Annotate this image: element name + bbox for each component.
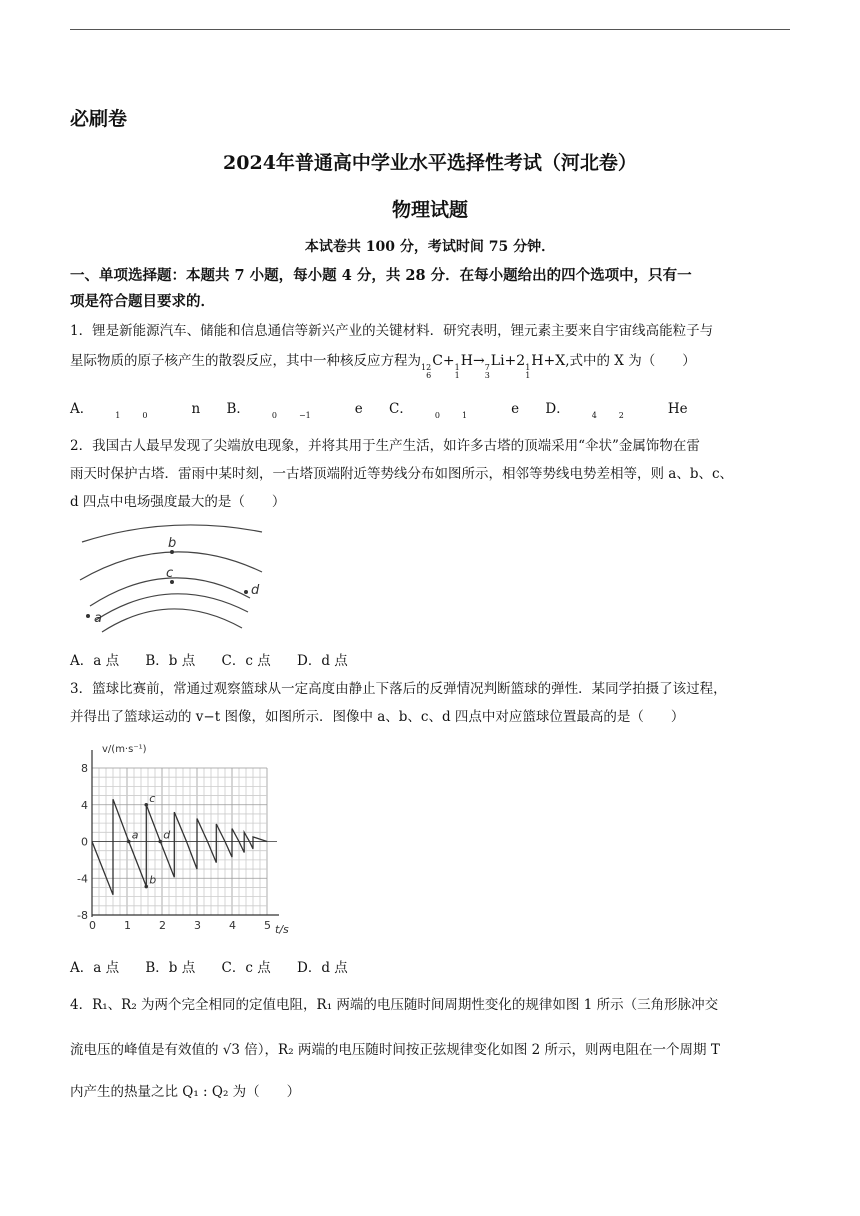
equipotential-line-3 <box>90 578 250 606</box>
x-tick-label: 2 <box>159 919 166 932</box>
y-tick-label: 8 <box>81 762 88 775</box>
label-a: a <box>94 611 102 626</box>
q1-option-a[interactable]: A． 1 0 n <box>70 401 201 420</box>
y-tick-label: -8 <box>77 909 88 922</box>
point-b-dot <box>144 885 148 889</box>
q2-option-c[interactable]: C．c 点 <box>221 653 271 669</box>
q2-option-d[interactable]: D．d 点 <box>297 653 348 669</box>
q2-stem-line2: 雨天时保护古塔．雷雨中某时刻，一古塔顶端附近等势线分布如图所示，相邻等势线电势差相等，则 a、b、c、 <box>70 466 734 482</box>
header-rule <box>70 29 790 30</box>
header-tag: 必刷卷 <box>70 108 128 130</box>
q2-option-a[interactable]: A．a 点 <box>70 653 120 669</box>
q1-equation: 12 6 C+ 1 1 H→ 7 3 Li+2 1 1 H+X <box>421 353 566 380</box>
y-tick-label: -4 <box>77 872 88 886</box>
q1-stem-text: 星际物质的原子核产生的散裂反应，其中一种核反应方程为 <box>70 353 421 369</box>
q2-stem-line3: d 四点中电场强度最大的是（ ） <box>70 494 286 510</box>
q3-option-c[interactable]: C．c 点 <box>221 960 271 976</box>
q3-options <box>70 956 370 976</box>
q1-option-b[interactable]: B． 0 −1 e <box>226 401 363 420</box>
label-d: d <box>251 583 260 598</box>
vt-chart <box>70 740 300 940</box>
x-axis-label: t/s <box>275 923 289 936</box>
section1-heading-line1: 一、单项选择题：本题共 7 小题，每小题 4 分，共 28 分．在每小题给出的四个选项中，只有一 <box>70 267 692 284</box>
equipotential-line-4 <box>96 594 248 620</box>
x-tick-label: 5 <box>264 919 271 932</box>
q4-stem-line3: 内产生的热量之比 Q₁ : Q₂ 为（ ） <box>70 1084 301 1100</box>
equipotential-line-5 <box>102 609 242 632</box>
subject-title: 物理试题 <box>391 199 468 221</box>
point-a-dot <box>127 840 131 844</box>
x-tick-label: 3 <box>194 919 201 932</box>
x-tick-label: 1 <box>124 919 131 932</box>
exam-title: 2024年普通高中学业水平选择性考试（河北卷） <box>223 152 637 174</box>
exam-info: 本试卷共 100 分，考试时间 75 分钟． <box>304 239 556 255</box>
point-c-label: c <box>149 791 156 805</box>
q3-option-a[interactable]: A．a 点 <box>70 960 120 976</box>
q2-option-b[interactable]: B．b 点 <box>145 653 196 669</box>
q1-option-d[interactable]: D． 4 2 He <box>545 401 688 420</box>
q1-stem-line1: 1．锂是新能源汽车、储能和信息通信等新兴产业的关键材料．研究表明，锂元素主要来自宇宙线高能粒子与 <box>70 323 714 339</box>
q2-options <box>70 649 370 669</box>
x-tick-label: 0 <box>89 919 96 932</box>
label-c: c <box>166 566 174 581</box>
equipotential-figure <box>70 520 275 635</box>
point-d-dot <box>158 840 162 844</box>
q3-stem-line2: 并得出了篮球运动的 v−t 图像，如图所示．图像中 a、b、c、d 四点中对应篮球位置最高的是（ ） <box>70 709 685 725</box>
q1-stem-tail: ,式中的 X 为（ ） <box>565 353 696 369</box>
q4-stem-line2: 流电压的峰值是有效值的 √3 倍），R₂ 两端的电压随时间按正弦规律变化如图 2 所示，则两电阻在一个周期 T <box>70 1042 720 1058</box>
q1-option-c[interactable]: C． 0 1 e <box>389 401 520 420</box>
point-b-label: b <box>149 873 157 887</box>
point-a-dot <box>86 614 90 618</box>
y-axis-label: v/(m·s⁻¹) <box>102 744 147 755</box>
q4-stem-line1: 4．R₁、R₂ 为两个完全相同的定值电阻，R₁ 两端的电压随时间周期性变化的规律如图 1 所示（三角形脉冲交 <box>70 997 719 1013</box>
q3-stem-line1: 3．篮球比赛前，常通过观察篮球从一定高度由静止下落后的反弹情况判断篮球的弹性．某同学拍摄了该过程， <box>70 681 727 697</box>
chart-point-labels <box>127 792 171 889</box>
point-c-dot <box>144 803 148 807</box>
section1-heading-line2: 项是符合题目要求的． <box>70 293 215 310</box>
point-d-label: d <box>163 828 171 842</box>
q3-option-d[interactable]: D．d 点 <box>297 960 348 976</box>
point-a-label: a <box>131 828 139 842</box>
q2-stem-line1: 2．我国古人最早发现了尖端放电现象，并将其用于生产生活，如许多古塔的顶端采用“伞状”金属饰物在雷 <box>70 438 700 454</box>
q1-options <box>70 397 710 420</box>
label-b: b <box>168 536 177 551</box>
q3-option-b[interactable]: B．b 点 <box>145 960 196 976</box>
x-tick-label: 4 <box>229 919 236 932</box>
q1-stem-line2 <box>70 349 696 380</box>
y-tick-label: 0 <box>81 835 88 849</box>
y-tick-label: 4 <box>81 798 88 812</box>
point-d-dot <box>244 590 248 594</box>
